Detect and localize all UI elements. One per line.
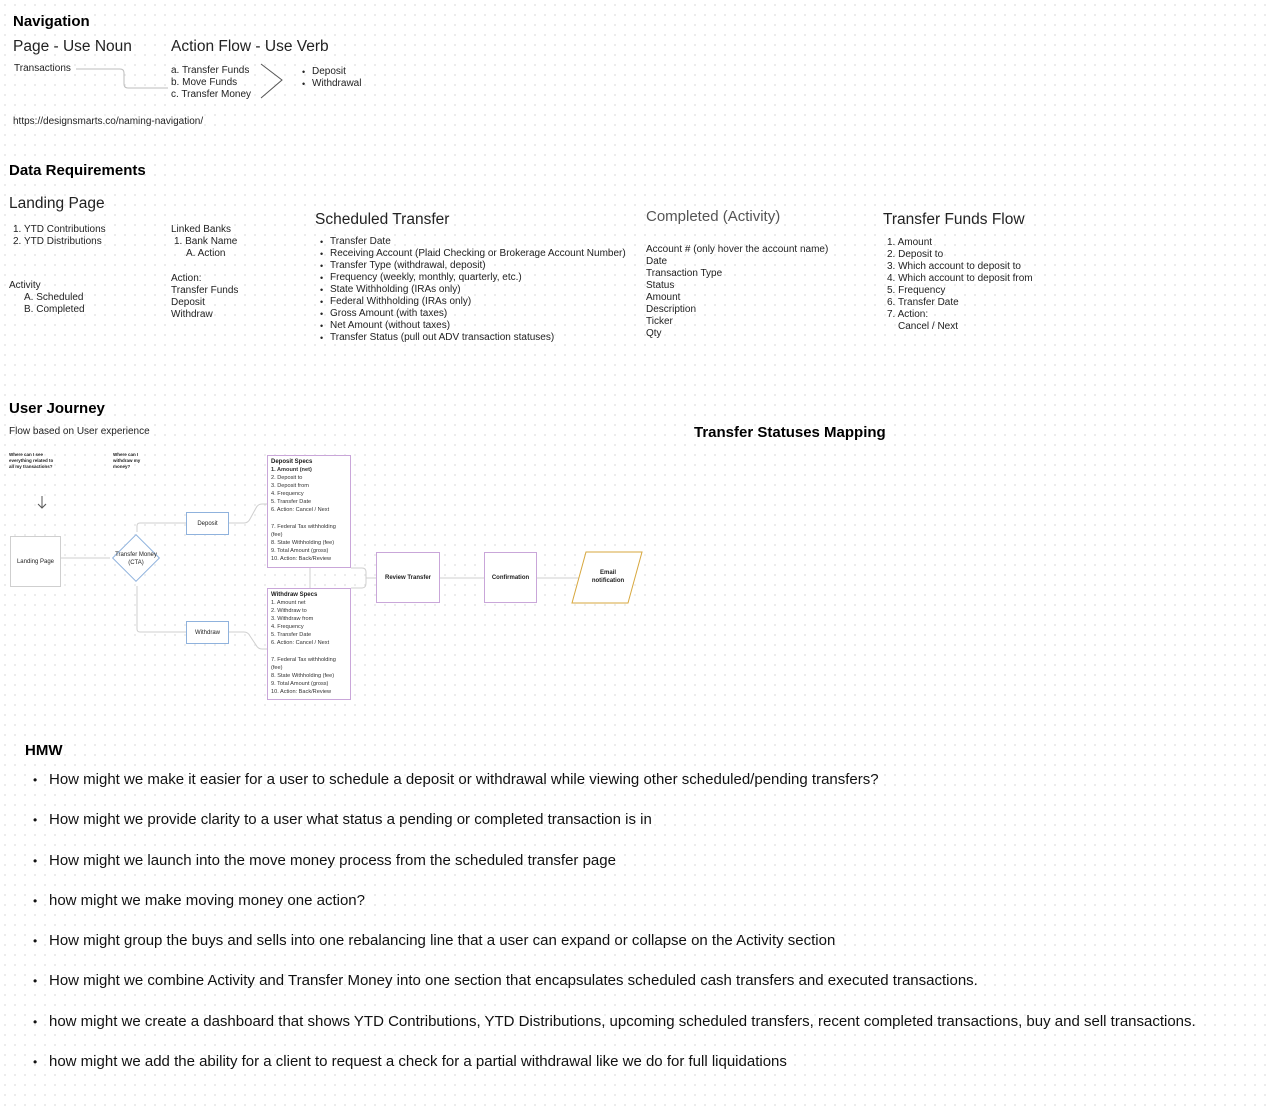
withdraw-specs-title: Withdraw Specs (271, 592, 318, 598)
nav-connector-line (76, 69, 168, 88)
spec-item (271, 515, 347, 523)
journey-note-transactions: Where can I see everything related to all my transactions? (9, 452, 54, 469)
activity-line: A. Scheduled (24, 292, 84, 303)
transfer-money-cta-node[interactable]: Transfer Money (CTA) (115, 552, 157, 566)
spec-item: 2. Withdraw to (271, 608, 307, 615)
spec-item: 10. Action: Back/Review (271, 556, 332, 563)
completed-item: Ticker (646, 316, 673, 327)
deposit-specs-title: Deposit Specs (271, 459, 313, 465)
flow-item: 2. Deposit to (887, 249, 944, 260)
spec-item: 7. Federal Tax withholding (271, 656, 336, 663)
flow-item: 6. Transfer Date (887, 297, 959, 308)
connector-cta-deposit (137, 523, 186, 532)
linked-banks (171, 224, 237, 260)
completed-list (646, 244, 828, 340)
nav-item-transactions: Transactions (14, 63, 71, 74)
transfer-statuses-heading: Transfer Statuses Mapping (694, 424, 886, 441)
hmw-item: • How might we provide clarity to a user what status a pending or completed transaction is in (33, 811, 652, 828)
data-requirements-heading: Data Requirements (9, 162, 146, 179)
spec-item: 6. Action: Cancel / Next (271, 507, 330, 514)
action-verb-title: Action Flow - Use Verb (171, 38, 329, 55)
completed-item: Qty (646, 328, 662, 339)
result-item-withdrawal: • Withdrawal (302, 78, 361, 90)
transfer-funds-flow-title: Transfer Funds Flow (883, 211, 1025, 228)
linked-banks-line: A. Action (186, 248, 226, 259)
landing-page-title: Landing Page (9, 195, 105, 212)
reference-link[interactable]: https://designsmarts.co/naming-navigation/ (13, 116, 204, 127)
navigation-heading: Navigation (13, 13, 90, 30)
hmw-item: • how might we make moving money one action? (33, 892, 365, 909)
completed-item: Description (646, 304, 697, 315)
down-arrow-icon (38, 496, 46, 508)
spec-item: 4. Frequency (271, 491, 304, 498)
user-journey-subtitle: Flow based on User experience (9, 426, 150, 437)
landing-page-node[interactable]: Landing Page (10, 536, 61, 587)
ytd-item: 2. YTD Distributions (13, 236, 102, 247)
withdraw-specs-list (271, 599, 347, 696)
spec-item: (fee) (271, 531, 283, 538)
scheduled-item: • Receiving Account (Plaid Checking or Brokerage Account Number) (320, 248, 626, 260)
hmw-item: • how might we create a dashboard that shows YTD Contributions, YTD Distributions, upcoming scheduled transfers, recent completed transactions, buy and sell transactions. (33, 1013, 1196, 1030)
scheduled-transfer-title: Scheduled Transfer (315, 211, 450, 228)
spec-item: 5. Transfer Date (271, 632, 312, 639)
spec-item: (fee) (271, 664, 283, 671)
spec-item: 7. Federal Tax withholding (271, 523, 336, 530)
action-line: Withdraw (171, 309, 213, 320)
completed-item: Amount (646, 292, 681, 303)
deposit-specs-card (267, 455, 351, 568)
spec-item: 4. Frequency (271, 624, 304, 631)
hmw-item: • How might group the buys and sells into one rebalancing line that a user can expand or collapse on the Activity section (33, 932, 835, 949)
spec-item: 3. Withdraw from (271, 616, 314, 623)
result-list (302, 66, 361, 90)
confirmation-node[interactable]: Confirmation (484, 552, 537, 603)
flow-item: 5. Frequency (887, 285, 946, 296)
scheduled-item: • Transfer Status (pull out ADV transaction statuses) (320, 332, 626, 344)
flow-item: 4. Which account to deposit from (887, 273, 1033, 284)
page-noun-title: Page - Use Noun (13, 38, 132, 55)
spec-item: 2. Deposit to (271, 475, 303, 482)
scheduled-item: • Transfer Date (320, 236, 626, 248)
withdraw-specs-card (267, 588, 351, 700)
scheduled-item: • Net Amount (without taxes) (320, 320, 626, 332)
result-item-deposit: • Deposit (302, 66, 361, 78)
action-item: b. Move Funds (171, 77, 238, 88)
scheduled-item: • State Withholding (IRAs only) (320, 284, 626, 296)
action-line: Transfer Funds (171, 285, 239, 296)
action-line: Deposit (171, 297, 205, 308)
activity-line: B. Completed (24, 304, 85, 315)
hmw-item: • How might we make it easier for a user to schedule a deposit or withdrawal while viewing other scheduled/pending transfers? (33, 771, 879, 788)
spec-item: 9. Total Amount (gross) (271, 680, 329, 687)
completed-item: Transaction Type (646, 268, 723, 279)
completed-item: Status (646, 280, 675, 291)
journey-note-withdraw: Where can I withdraw my money? (113, 452, 141, 469)
withdraw-node[interactable]: Withdraw (186, 621, 229, 644)
scheduled-item: • Frequency (weekly, monthly, quarterly, etc.) (320, 272, 626, 284)
connector-cta-withdraw (137, 586, 186, 632)
hmw-item: • How might we launch into the move money process from the scheduled transfer page (33, 852, 616, 869)
spec-item: 1. Amount net (271, 600, 306, 606)
spec-item: 6. Action: Cancel / Next (271, 640, 330, 647)
spec-item: 1. Amount (net) (271, 467, 312, 473)
spec-item: 8. State Withholding (fee) (271, 539, 335, 546)
deposit-specs-list (271, 466, 347, 563)
nav-chevron-icon (261, 64, 282, 98)
flow-list (887, 237, 1033, 333)
flow-item: 7. Action: (887, 309, 929, 320)
spec-item: 9. Total Amount (gross) (271, 547, 329, 554)
flow-item: 1. Amount (887, 237, 933, 248)
spec-item: 3. Deposit from (271, 483, 309, 490)
spec-item (271, 648, 347, 656)
scheduled-item: • Transfer Type (withdrawal, deposit) (320, 260, 626, 272)
linked-banks-line: 1. Bank Name (174, 236, 238, 247)
connector-specs-review (351, 568, 376, 588)
completed-item: Date (646, 256, 668, 267)
spec-item: 8. State Withholding (fee) (271, 672, 335, 679)
scheduled-item: • Federal Withholding (IRAs only) (320, 296, 626, 308)
connector-deposit-specs (229, 504, 267, 523)
completed-activity-title: Completed (Activity) (646, 208, 781, 225)
review-transfer-node[interactable]: Review Transfer (376, 552, 440, 603)
hmw-heading: HMW (25, 742, 63, 759)
hmw-item: • How might we combine Activity and Transfer Money into one section that encapsulates scheduled cash transfers and executed transactions. (33, 972, 978, 989)
flow-item: 3. Which account to deposit to (887, 261, 1021, 272)
user-journey-heading: User Journey (9, 400, 105, 417)
spec-item: 10. Action: Back/Review (271, 689, 332, 696)
flow-subitem: Cancel / Next (898, 321, 959, 332)
action-item: c. Transfer Money (171, 89, 252, 100)
action-item: a. Transfer Funds (171, 65, 250, 76)
deposit-node[interactable]: Deposit (186, 512, 229, 535)
activity-title: Activity (9, 280, 41, 291)
ytd-list (13, 224, 106, 248)
email-notification-node[interactable]: Email notification (591, 570, 625, 584)
activity-block (9, 280, 85, 316)
action-block (171, 273, 238, 321)
scheduled-transfer-list (320, 236, 626, 344)
nav-connectors (0, 0, 300, 110)
spec-item: 5. Transfer Date (271, 499, 312, 506)
connector-withdraw-specs (229, 632, 267, 649)
linked-banks-title: Linked Banks (171, 224, 232, 235)
hmw-item: • how might we add the ability for a client to request a check for a partial withdrawal like we do for full liquidations (33, 1053, 787, 1070)
action-title: Action: (171, 273, 202, 284)
scheduled-item: • Gross Amount (with taxes) (320, 308, 626, 320)
completed-item: Account # (only hover the account name) (646, 244, 829, 255)
ytd-item: 1. YTD Contributions (13, 224, 106, 235)
